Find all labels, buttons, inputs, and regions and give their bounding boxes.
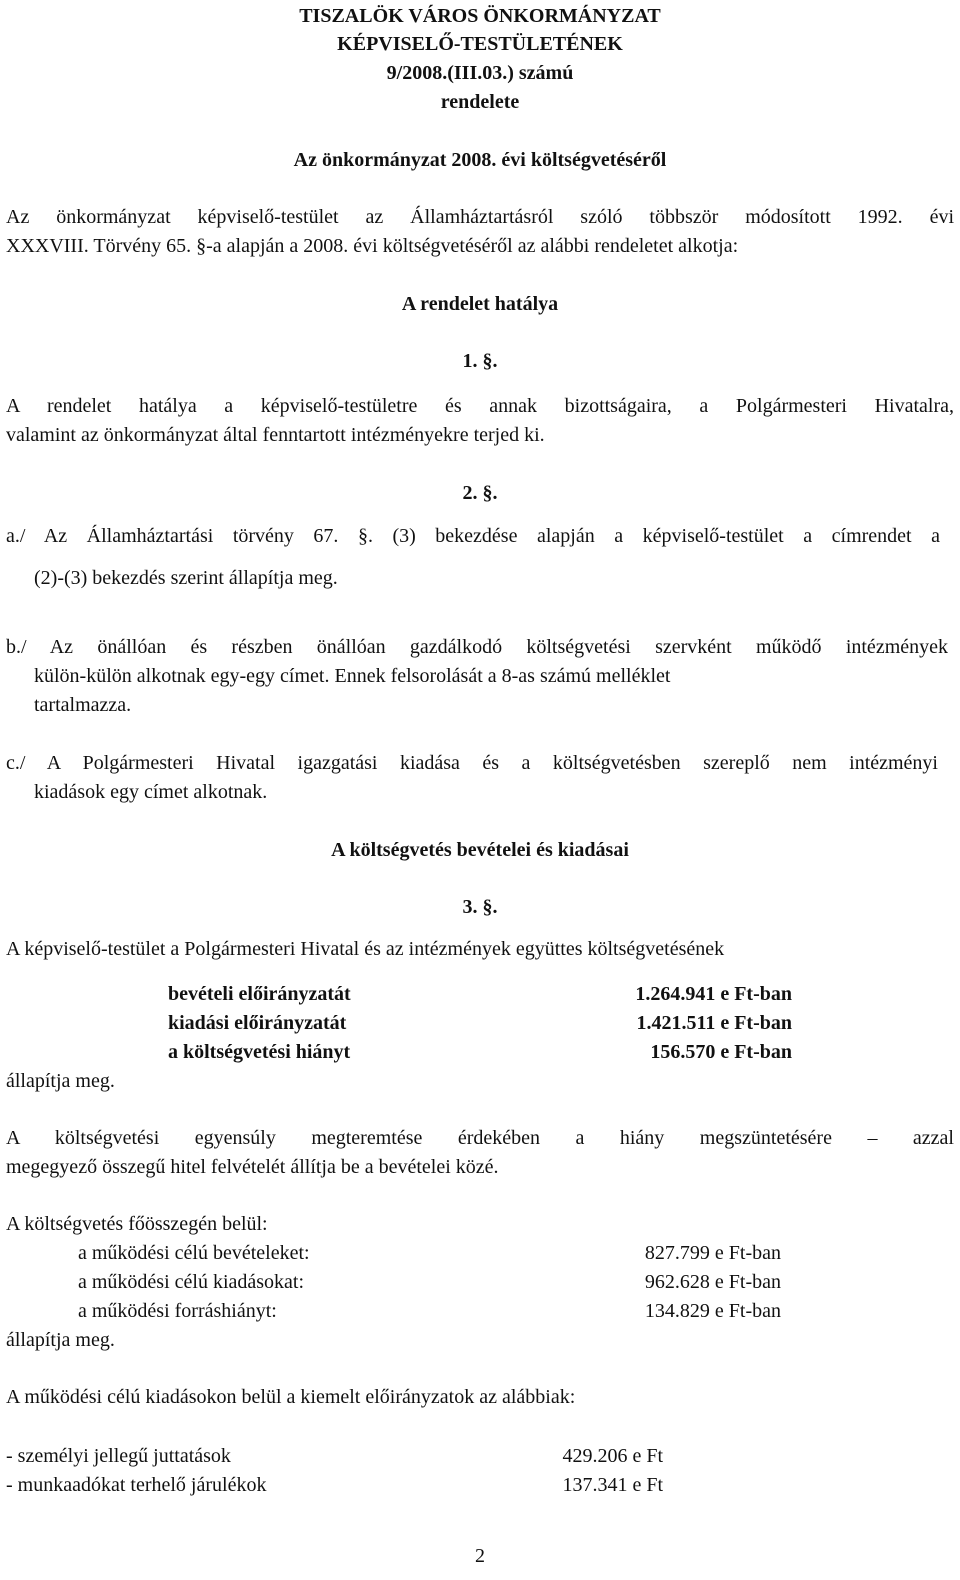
budget-item-value: 1.264.941 e Ft-ban: [635, 983, 792, 1005]
header-line-1: TISZALÖK VÁROS ÖNKORMÁNYZAT: [299, 5, 661, 27]
main-sum-item-label: a működési forráshiányt:: [78, 1300, 277, 1322]
section-1-line-2: valamint az önkormányzat által fenntartott intézményekre terjed ki.: [6, 424, 545, 446]
main-sum-item-value: 962.628 e Ft-ban: [644, 1271, 781, 1293]
section-3-paragraph-number: 3. §.: [462, 896, 498, 918]
budget-item-label: a költségvetési hiányt: [168, 1041, 351, 1063]
main-sum-item-value: 827.799 e Ft-ban: [644, 1242, 781, 1264]
section-3-closing: állapítja meg.: [6, 1070, 115, 1092]
main-sum-closing: állapítja meg.: [6, 1329, 115, 1351]
section-2-b-line-3: tartalmazza.: [34, 694, 132, 716]
highlight-item-value: 137.341 e Ft: [562, 1474, 663, 1496]
highlight-item-label: - munkaadókat terhelő járulékok: [6, 1474, 267, 1496]
section-2-b-line-2: külön-külön alkotnak egy-egy címet. Ennek felsorolását a 8-as számú melléklet: [34, 665, 671, 687]
budget-item-label: kiadási előirányzatát: [168, 1012, 347, 1034]
budget-item-value: 156.570 e Ft-ban: [650, 1041, 792, 1063]
section-2-a-line-1: a./ Az Államháztartási törvény 67. §. (3) bekezdése alapján a képviselő-testület a címrendet a: [6, 525, 940, 547]
highlight-item-label: - személyi jellegű juttatások: [6, 1445, 231, 1467]
section-2-a-line-2: (2)-(3) bekezdés szerint állapítja meg.: [34, 567, 338, 589]
highlight-intro: A működési célú kiadásokon belül a kiemelt előirányzatok az alábbiak:: [6, 1386, 576, 1408]
main-sum-item-value: 134.829 e Ft-ban: [644, 1300, 781, 1322]
preamble-line-1: Az önkormányzat képviselő-testület az Államháztartásról szóló többször módosított 1992. évi: [6, 206, 954, 228]
budget-item-label: bevételi előirányzatát: [168, 983, 351, 1005]
main-sum-intro: A költségvetés főösszegén belül:: [6, 1213, 268, 1235]
section-1-paragraph-number: 1. §.: [462, 350, 498, 372]
header-line-4: rendelete: [440, 91, 520, 113]
section-2-b-line-1: b./ Az önállóan és részben önállóan gazdálkodó költségvetési szervként működő intézmények: [6, 636, 948, 658]
balance-line-1: A költségvetési egyensúly megteremtése érdekében a hiány megszüntetésére – azzal: [6, 1127, 954, 1149]
section-2-paragraph-number: 2. §.: [462, 482, 498, 504]
main-sum-item-label: a működési célú bevételeket:: [78, 1242, 310, 1264]
section-3-intro: A képviselő-testület a Polgármesteri Hivatal és az intézmények együttes költségvetésének: [6, 938, 725, 960]
section-2-c-line-2: kiadások egy címet alkotnak.: [34, 781, 268, 803]
highlight-item-value: 429.206 e Ft: [562, 1445, 663, 1467]
section-1-line-1: A rendelet hatálya a képviselő-testületre és annak bizottságaira, a Polgármesteri Hivatalra,: [6, 395, 954, 417]
section-1-heading: A rendelet hatálya: [401, 293, 559, 315]
header-line-3: 9/2008.(III.03.) számú: [386, 62, 574, 84]
balance-line-2: megegyező összegű hitel felvételét állítja be a bevételei közé.: [6, 1156, 499, 1178]
section-3-heading: A költségvetés bevételei és kiadásai: [331, 839, 629, 861]
document-title: Az önkormányzat 2008. évi költségvetéséről: [293, 149, 667, 171]
preamble-line-2: XXXVIII. Törvény 65. §-a alapján a 2008. évi költségvetéséről az alábbi rendeletet alkotja:: [6, 235, 739, 257]
section-2-c-line-1: c./ A Polgármesteri Hivatal igazgatási kiadása és a költségvetésben szereplő nem intézményi: [6, 752, 938, 774]
budget-item-value: 1.421.511 e Ft-ban: [636, 1012, 792, 1034]
header-line-2: KÉPVISELŐ-TESTÜLETÉNEK: [337, 33, 623, 55]
main-sum-item-label: a működési célú kiadásokat:: [78, 1271, 305, 1293]
page-number: 2: [475, 1545, 485, 1567]
